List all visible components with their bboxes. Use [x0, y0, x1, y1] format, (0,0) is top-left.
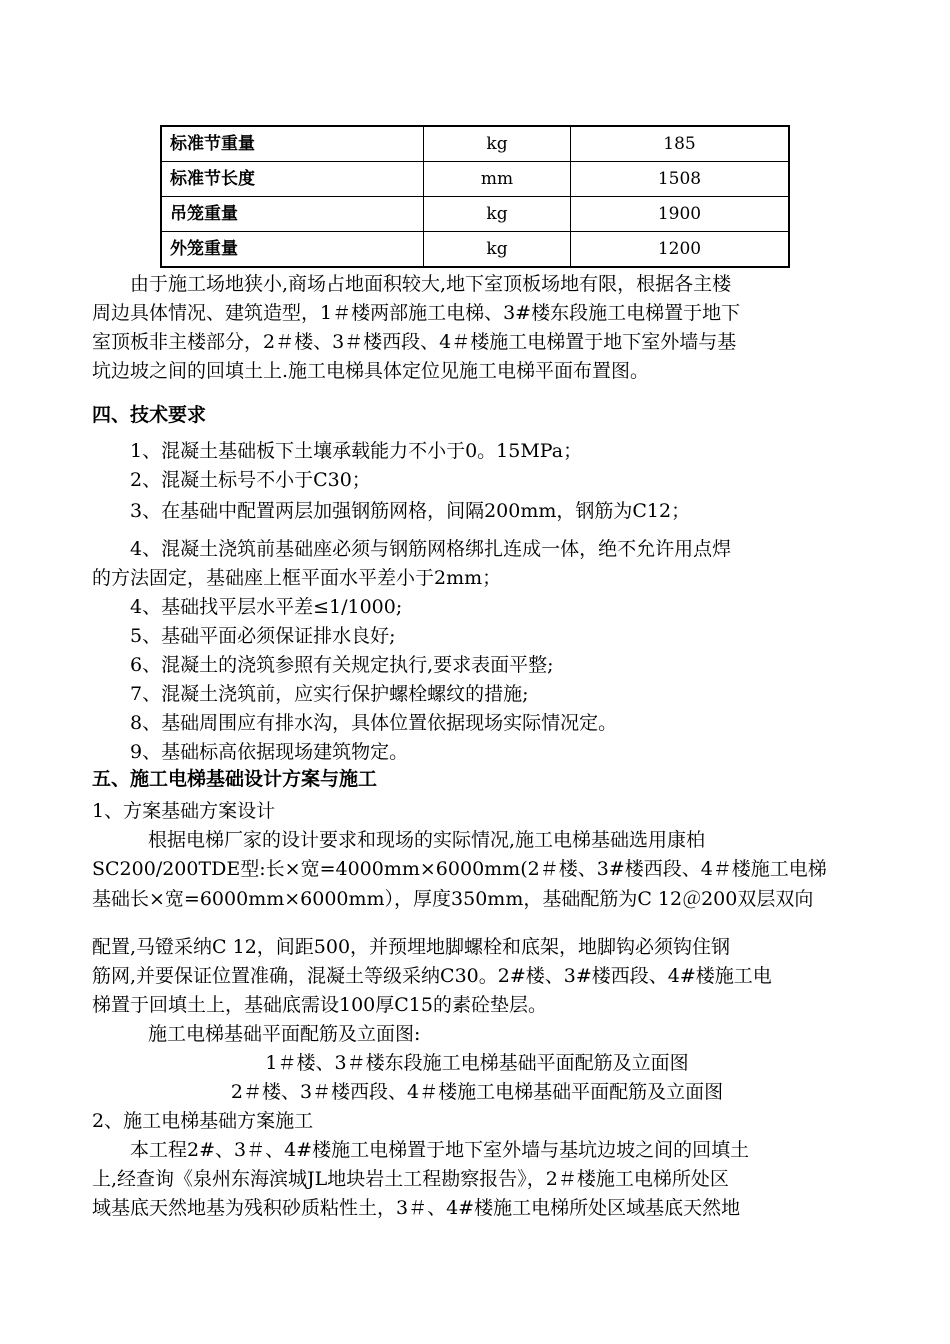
- row-value: 1200: [571, 232, 790, 268]
- list-item: 4、基础找平层水平差≤1/1000;: [130, 596, 403, 618]
- paragraph-line: 筋网,并要保证位置准确，混凝土等级采纳C30。2#楼、3#楼西段、4#楼施工电: [92, 965, 772, 987]
- list-item: 的方法固定，基础座上框平面水平差小于2mm；: [92, 567, 502, 589]
- table-row: [161, 232, 789, 268]
- list-item: 7、混凝土浇筑前，应实行保护螺栓螺纹的措施;: [130, 683, 529, 705]
- paragraph-line: 上,经查询《泉州东海滨城JL地块岩土工程勘察报告》，2＃楼施工电梯所处区: [92, 1168, 729, 1190]
- paragraph-line: 配置,马镫采纳C 12，间距500，并预埋地脚螺栓和底架，地脚钩必须钩住钢: [92, 936, 731, 958]
- list-item: 1、混凝土基础板下土壤承载能力不小于0。15MPa；: [130, 440, 583, 462]
- intro-line: 周边具体情况、建筑造型，1＃楼两部施工电梯、3#楼东段施工电梯置于地下: [92, 302, 741, 324]
- section-heading: 五、施工电梯基础设计方案与施工: [92, 768, 378, 790]
- row-unit: mm: [424, 162, 571, 197]
- intro-line: 坑边坡之间的回填土上.施工电梯具体定位见施工电梯平面布置图。: [92, 360, 650, 382]
- row-unit: kg: [424, 232, 571, 268]
- table-row: [161, 162, 789, 197]
- row-unit: kg: [424, 126, 571, 162]
- row-name: 标准节重量: [161, 126, 424, 162]
- paragraph-line: 本工程2#、3＃、4#楼施工电梯置于地下室外墙与基坑边坡之间的回填土: [130, 1139, 750, 1161]
- paragraph-line: 基础长×宽=6000mm×6000mm），厚度350mm，基础配筋为C 12＠200双层双向: [92, 888, 814, 910]
- list-item: 3、在基础中配置两层加强钢筋网格，间隔200mm，钢筋为C12；: [130, 500, 691, 522]
- spec-table: [160, 125, 790, 268]
- intro-paragraph: [92, 270, 862, 386]
- list-item: 2、混凝土标号不小于C30；: [130, 469, 371, 491]
- section-heading: 四、技术要求: [92, 404, 207, 426]
- paragraph-line: 根据电梯厂家的设计要求和现场的实际情况,施工电梯基础选用康柏: [148, 829, 706, 851]
- row-unit: kg: [424, 197, 571, 232]
- subsection-title-text: 1、方案基础方案设计: [92, 800, 276, 822]
- list-item: 5、基础平面必须保证排水良好;: [130, 625, 396, 647]
- paragraph-line: 梯置于回填土上，基础底需设100厚C15的素砼垫层。: [92, 994, 547, 1016]
- list-item: 6、混凝土的浇筑参照有关规定执行,要求表面平整;: [130, 654, 554, 676]
- design-paragraph: [92, 933, 862, 1223]
- list-item: 4、混凝土浇筑前基础座必须与钢筋网格绑扎连成一体，绝不允许用点焊: [130, 538, 732, 560]
- row-value: 185: [571, 126, 790, 162]
- figure-intro: 施工电梯基础平面配筋及立面图:: [148, 1023, 421, 1045]
- row-value: 1900: [571, 197, 790, 232]
- row-name: 吊笼重量: [161, 197, 424, 232]
- list-item: 8、基础周围应有排水沟，具体位置依据现场实际情况定。: [130, 712, 618, 734]
- figure-title: 2＃楼、3＃楼西段、4＃楼施工电梯基础平面配筋及立面图: [230, 1081, 724, 1103]
- paragraph-line: SC200/200TDE型:长×宽=4000mm×6000mm(2＃楼、3#楼西段、4＃楼施工电梯: [92, 858, 827, 880]
- intro-line: 室顶板非主楼部分，2＃楼、3＃楼西段、4＃楼施工电梯置于地下室外墙与基: [92, 331, 737, 353]
- requirement-list: [92, 497, 862, 526]
- subsection-title-text: 2、施工电梯基础方案施工: [92, 1110, 314, 1132]
- figure-title: 1＃楼、3＃楼东段施工电梯基础平面配筋及立面图: [265, 1052, 689, 1074]
- design-paragraph: [92, 885, 862, 914]
- intro-line: 由于施工场地狭小,商场占地面积较大,地下室顶板场地有限，根据各主楼: [130, 273, 732, 295]
- design-paragraph: [92, 826, 862, 884]
- list-item: 9、基础标高依据现场建筑物定。: [130, 741, 409, 763]
- subsection-title: [92, 797, 862, 826]
- table-row: [161, 197, 789, 232]
- row-name: 外笼重量: [161, 232, 424, 268]
- requirement-list: [92, 535, 862, 767]
- row-value: 1508: [571, 162, 790, 197]
- table-row: [161, 126, 789, 162]
- paragraph-line: 域基底天然地基为残积砂质粘性土，3＃、4#楼施工电梯所处区域基底天然地: [92, 1197, 741, 1219]
- row-name: 标准节长度: [161, 162, 424, 197]
- requirement-list: [92, 437, 862, 495]
